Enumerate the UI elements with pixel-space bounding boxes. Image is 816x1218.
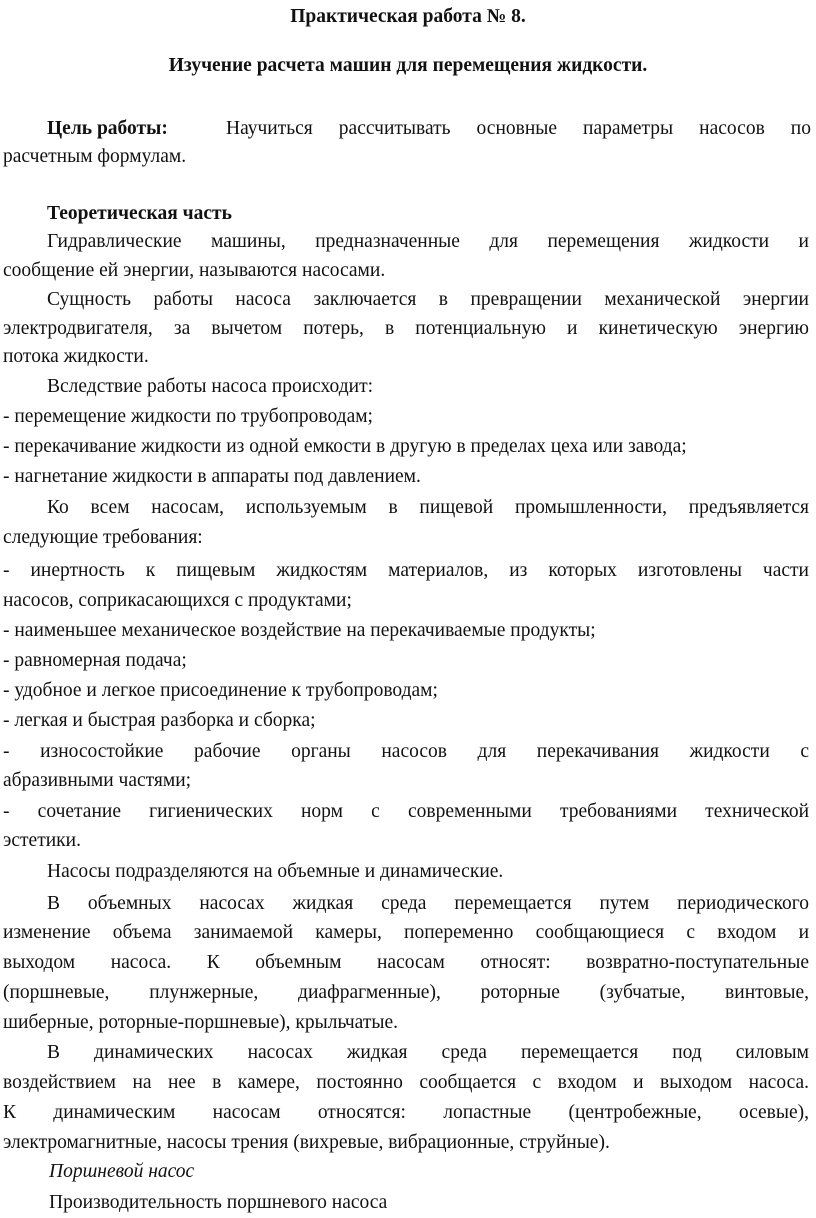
subtitle-text: Изучение расчета машин для перемещения жидкости	[168, 55, 643, 76]
text-line: изменение объема занимаемой камеры, попеременно сообщающиеся с входом и	[3, 922, 809, 943]
text-line: Насосы подразделяются на объемные и динамические.	[47, 861, 504, 882]
text-line: Вследствие работы насоса происходит:	[47, 376, 374, 397]
text-line: К динамическим насосам относятся: лопастные (центробежные, осевые),	[3, 1102, 809, 1123]
list-item: - наименьшее механическое воздействие на перекачиваемые продукты;	[3, 620, 596, 641]
text-line: (поршневые, плунжерные, диафрагменные), роторные (зубчатые, винтовые,	[3, 982, 809, 1003]
goal-text: Научиться рассчитывать основные параметры насосов по	[226, 118, 811, 139]
text-line: сообщение ей энергии, называются насосами.	[3, 260, 386, 281]
list-item: абразивными частями;	[3, 770, 192, 791]
text-line: Производительность поршневого насоса	[49, 1192, 388, 1213]
list-item: - равномерная подача;	[3, 650, 187, 671]
document-title: Практическая работа № 8.	[290, 6, 526, 27]
text-line: шиберные, роторные-поршневые), крыльчатые.	[3, 1012, 398, 1033]
text-line: электродвигателя, за вычетом потерь, в потенциальную и кинетическую энергию	[3, 318, 809, 339]
text-line: потока жидкости.	[3, 346, 149, 367]
list-item: насосов, соприкасающихся с продуктами;	[3, 590, 352, 611]
list-item: - легкая и быстрая разборка и сборка;	[3, 710, 316, 731]
text-line: выходом насоса. К объемным насосам относят: возвратно-поступательные	[3, 952, 809, 973]
document-subtitle	[0, 54, 816, 78]
text-line: электромагнитные, насосы трения (вихревые, вибрационные, струйные).	[3, 1132, 610, 1153]
text-line: Сущность работы насоса заключается в превращении механической энергии	[47, 289, 809, 310]
list-item: эстетики.	[3, 830, 81, 851]
list-item: - перемещение жидкости по трубопроводам;	[3, 406, 373, 427]
theory-heading: Теоретическая часть	[47, 203, 232, 224]
goal-label: Цель работы:	[47, 118, 168, 139]
list-item: - перекачивание жидкости из одной емкости в другую в пределах цеха или завода;	[3, 436, 687, 457]
text-line: В динамических насосах жидкая среда перемещается под силовым	[47, 1042, 809, 1063]
text-line: Ко всем насосам, используемым в пищевой промышленности, предъявляется	[47, 497, 809, 518]
list-item: - износостойкие рабочие органы насосов для перекачивания жидкости с	[3, 741, 809, 762]
list-item: - инертность к пищевым жидкостям материалов, из которых изготовлены части	[3, 560, 809, 581]
subtitle-period: .	[642, 55, 648, 76]
text-line: воздействием на нее в камере, постоянно сообщается с входом и выходом насоса.	[3, 1072, 809, 1093]
text-line: следующие требования:	[3, 527, 203, 548]
goal-line-2: расчетным формулам.	[3, 146, 187, 167]
list-item: - сочетание гигиенических норм с современными требованиями технической	[3, 801, 809, 822]
list-item: - удобное и легкое присоединение к трубопроводам;	[3, 680, 438, 701]
section-heading-piston-pump: Поршневой насос	[49, 1161, 195, 1182]
list-item: - нагнетание жидкости в аппараты под давлением.	[3, 466, 421, 487]
text-line: Гидравлические машины, предназначенные для перемещения жидкости и	[47, 231, 809, 252]
text-line: В объемных насосах жидкая среда перемещается путем периодического	[47, 893, 809, 914]
